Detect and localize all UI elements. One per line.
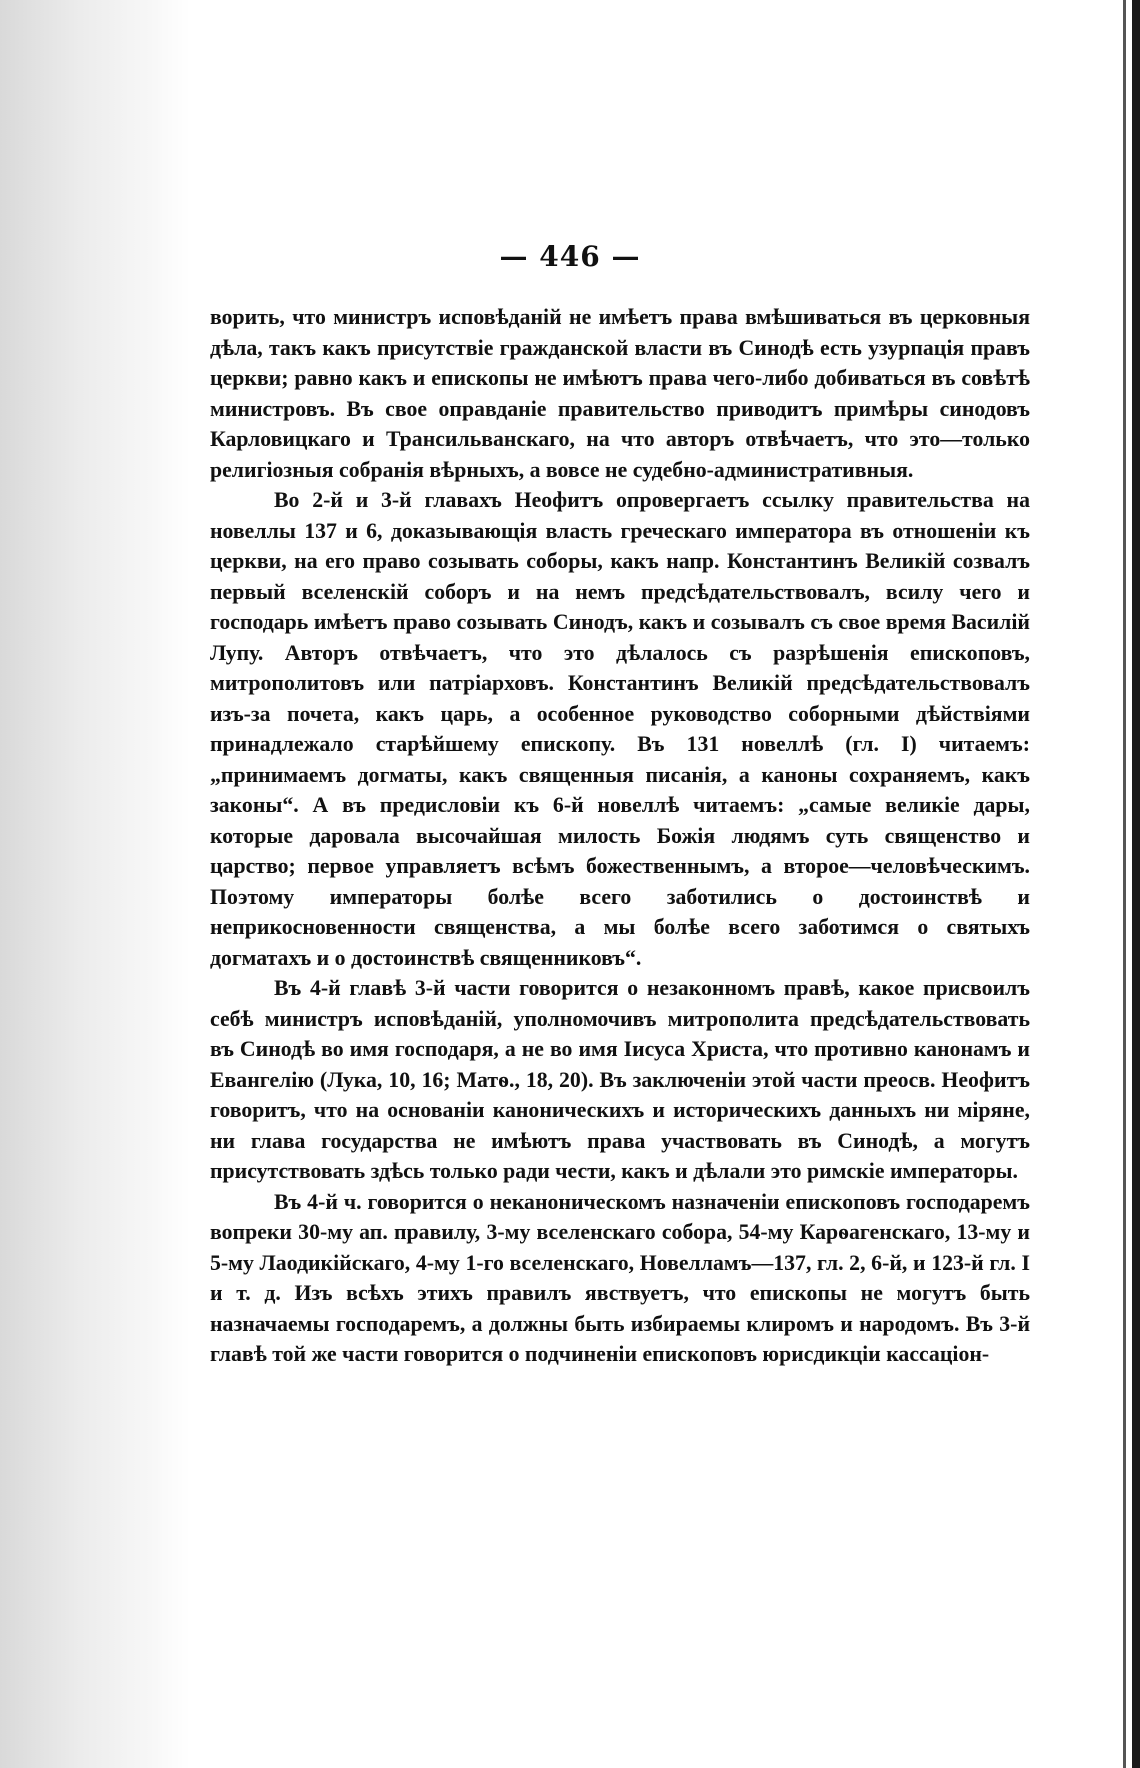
page-number: — 446 —	[499, 240, 641, 273]
paragraph-2: Во 2-й и 3-й главахъ Неофитъ опровергаетъ ссылку правительства на новеллы 137 и 6, доказывающія власть греческаго императора въ отношеніи къ церкви, на его право созывать соборы, какъ напр. Константинъ Великій созвалъ первый вселенскій соборъ и на немъ предсѣдательствовалъ, всилу чего и господарь имѣетъ право созывать Синодъ, какъ и созывалъ съ свое время Василій Лупу. Авторъ отвѣчаетъ, что это дѣлалось съ разрѣшенія епископовъ, митрополитовъ или патріарховъ. Константинъ Великій предсѣдательствовалъ изъ-за почета, какъ царь, а особенное руководство соборными дѣйствіями принадлежало старѣйшему епископу. Въ 131 новеллѣ (гл. I) читаемъ: „принимаемъ догматы, какъ священныя писанія, а каноны сохраняемъ, какъ законы“. А въ предисловіи къ 6-й новеллѣ читаемъ: „самые великіе дары, которые даровала высочайшая милость Божія людямъ суть священство и царство; первое управляетъ всѣмъ божественнымъ, а второе—человѣческимъ. Поэтому императоры болѣе всего заботились о достоинствѣ и неприкосновенности священства, а мы болѣе всего заботимся о святыхъ догматахъ и о достоинствѣ священниковъ“.	[210, 488, 1030, 970]
paragraph-3: Въ 4-й главѣ 3-й части говорится о незаконномъ правѣ, какое присвоилъ себѣ министръ исповѣданій, уполномочивъ митрополита предсѣдательствовать въ Синодѣ во имя господаря, а не во имя Іисуса Христа, что противно канонамъ и Евангелію (Лука, 10, 16; Матѳ., 18, 20). Въ заключеніи этой части преосв. Неофитъ говоритъ, что на основаніи каноническихъ и историческихъ данныхъ ни міряне, ни глава государства не имѣютъ права участвовать въ Синодѣ, а могутъ присутствовать здѣсь только ради чести, какъ и дѣлали это римскіе императоры.	[210, 976, 1030, 1183]
page-body	[210, 302, 1030, 1370]
paragraph-4: Въ 4-й ч. говорится о неканоническомъ назначеніи епископовъ господаремъ вопреки 30-му ап. правилу, 3-му вселенскаго собора, 54-му Карѳагенскаго, 13-му и 5-му Лаодикійскаго, 4-му 1-го вселенскаго, Новелламъ—137, гл. 2, 6-й, и 123-й гл. I и т. д. Изъ всѣхъ этихъ правилъ явствуетъ, что епископы не могутъ быть назначаемы господаремъ, а должны быть избираемы клиромъ и народомъ. Въ 3-й главѣ той же части говорится о подчиненіи епископовъ юрисдикціи кассаціон-	[210, 1189, 1030, 1366]
paragraph-1: ворить, что министръ исповѣданій не имѣетъ права вмѣшиваться въ церковныя дѣла, такъ какъ присутствіе гражданской власти въ Синодѣ есть узурпація правъ церкви; равно какъ и епископы не имѣютъ права чего-либо добиваться въ совѣтѣ министровъ. Въ свое оправданіе правительство приводитъ примѣры синодовъ Карловицкаго и Трансильванскаго, на что авторъ отвѣчаетъ, что это—только религіозныя собранія вѣрныхъ, а вовсе не судебно-административныя.	[210, 305, 1030, 482]
